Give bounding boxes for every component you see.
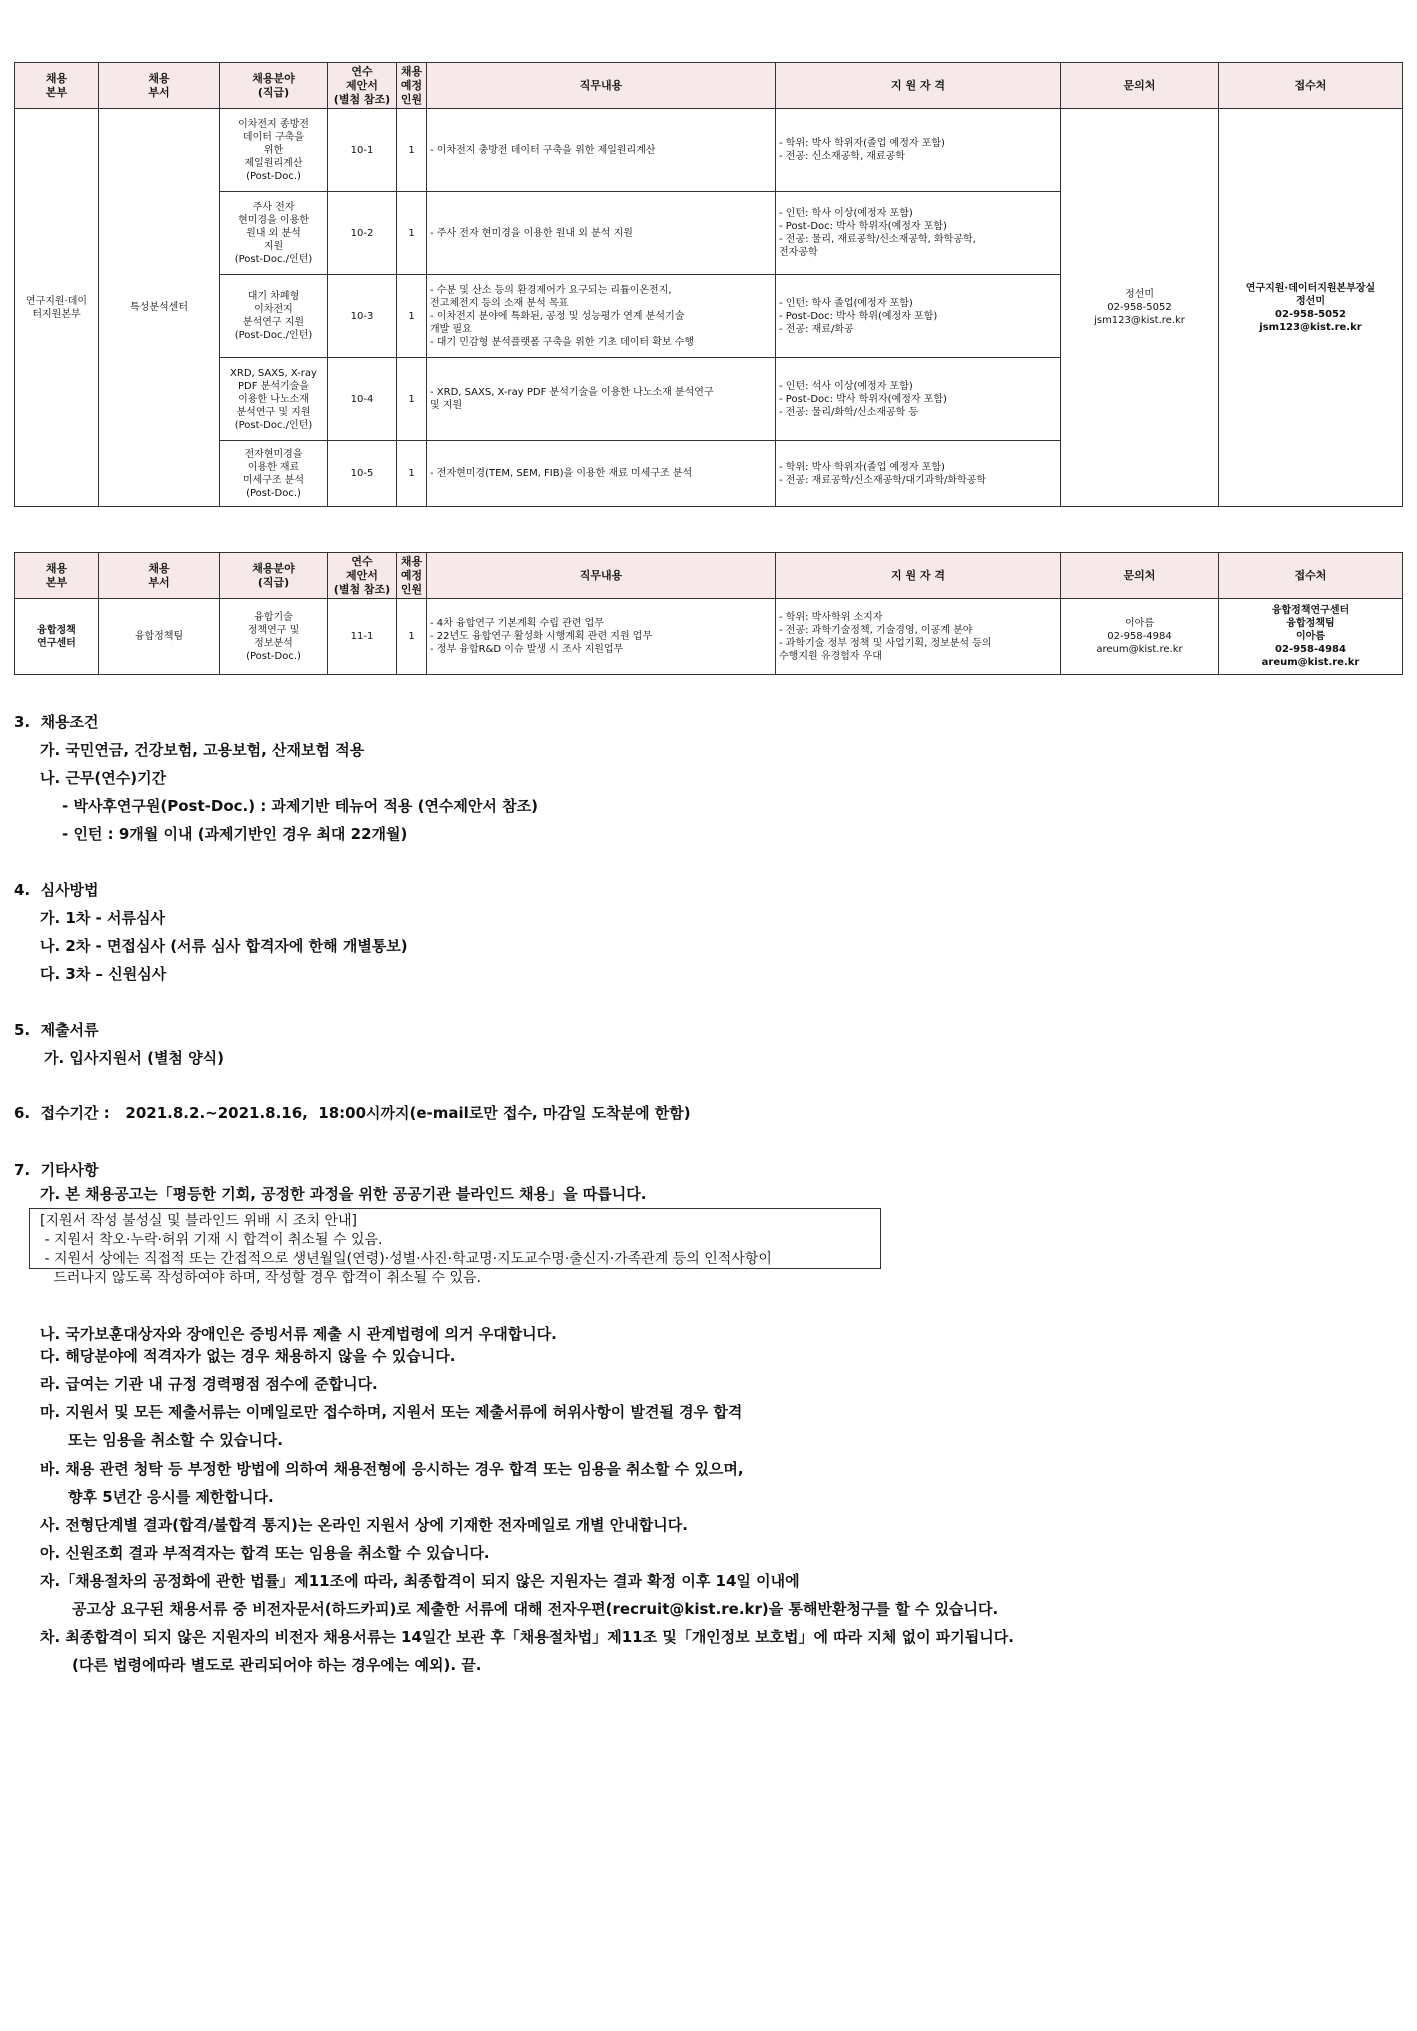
- section-7-item-b: 나. 국가보훈대상자와 장애인은 증빙서류 제출 시 관계법령에 의거 우대합니다.: [40, 1325, 557, 1343]
- section-7-item-e: 마. 지원서 및 모든 제출서류는 이메일로만 접수하며, 지원서 또는 제출서류에 허위사항이 발견될 경우 합격: [40, 1403, 743, 1421]
- count-cell: 1: [397, 192, 427, 275]
- code-cell: 10-4: [328, 358, 397, 441]
- header-receipt: 접수처: [1219, 63, 1403, 109]
- count-cell: 1: [397, 109, 427, 192]
- section-7-item-c: 다. 해당분야에 적격자가 없는 경우 채용하지 않을 수 있습니다.: [40, 1347, 456, 1365]
- recruitment-table-1: [14, 62, 1403, 507]
- notice-line: - 지원서 착오·누락·허위 기재 시 합격이 취소될 수 있음.: [40, 1232, 383, 1248]
- header-duty: 직무내용: [427, 553, 776, 599]
- header-receipt: 접수처: [1219, 553, 1403, 599]
- duty-cell: - XRD, SAXS, X-ray PDF 분석기술을 이용한 나노소재 분석연구 및 지원: [427, 358, 776, 441]
- section-3-item-b: 나. 근무(연수)기간: [40, 769, 167, 787]
- code-cell: 11-1: [328, 599, 397, 675]
- field-cell: 융합기술 정책연구 및 정보분석 (Post-Doc.): [220, 599, 328, 675]
- field-cell: XRD, SAXS, X-ray PDF 분석기술을 이용한 나노소재 분석연구 및 지원 (Post-Doc./인턴): [220, 358, 328, 441]
- section-7-item-a: 가. 본 채용공고는「평등한 기회, 공정한 과정을 위한 공공기관 블라인드 채용」을 따릅니다.: [40, 1185, 647, 1203]
- section-4-item-c: 다. 3차 – 신원심사: [40, 965, 167, 983]
- receipt-cell: 연구지원·데이터지원본부장실 정선미 02-958-5052 jsm123@kist.re.kr: [1219, 109, 1403, 507]
- qualification-cell: - 인턴: 학사 이상(예정자 포함) - Post-Doc: 박사 학위자(예정자 포함) - 전공: 물리, 재료공학/신소재공학, 화학공학, 전자공학: [776, 192, 1061, 275]
- qualification-cell: - 학위: 박사학위 소지자 - 전공: 과학기술정책, 기술경영, 이공계 분야 - 과학기술 정부 정책 및 사업기획, 정보분석 등의 수행지원 유경험자 우대: [776, 599, 1061, 675]
- section-7-item-d: 라. 급여는 기관 내 규정 경력평점 점수에 준합니다.: [40, 1375, 378, 1393]
- notice-line: 드러나지 않도록 작성하여야 하며, 작성할 경우 합격이 취소될 수 있음.: [40, 1270, 481, 1286]
- count-cell: 1: [397, 599, 427, 675]
- duty-cell: - 4차 융합연구 기본계획 수립 관련 업무 - 22년도 융합연구 활성화 시행계획 관련 지원 업무 - 정부 융합R&D 이슈 발생 시 조사 지원업무: [427, 599, 776, 675]
- code-cell: 10-5: [328, 441, 397, 507]
- recruitment-table-2: [14, 552, 1403, 675]
- table-header-row: [15, 553, 1403, 599]
- section-4-item-b: 나. 2차 - 면접심사 (서류 심사 합격자에 한해 개별통보): [40, 937, 408, 955]
- header-hq: 채용 본부: [15, 63, 99, 109]
- field-cell: 전자현미경을 이용한 재료 미세구조 분석 (Post-Doc.): [220, 441, 328, 507]
- header-dept: 채용 부서: [99, 553, 220, 599]
- section-7-item-h: 아. 신원조회 결과 부적격자는 합격 또는 임용을 취소할 수 있습니다.: [40, 1544, 490, 1562]
- field-cell: 대기 차폐형 이차전지 분석연구 지원 (Post-Doc./인턴): [220, 275, 328, 358]
- count-cell: 1: [397, 275, 427, 358]
- header-qualification: 지 원 자 격: [776, 553, 1061, 599]
- section-7-item-g: 사. 전형단계별 결과(합격/불합격 통지)는 온라인 지원서 상에 기재한 전자메일로 개별 안내합니다.: [40, 1516, 688, 1534]
- table-row: [15, 109, 1403, 192]
- header-qualification: 지 원 자 격: [776, 63, 1061, 109]
- duty-cell: - 전자현미경(TEM, SEM, FIB)을 이용한 재료 미세구조 분석: [427, 441, 776, 507]
- header-field: 채용분야 (직급): [220, 553, 328, 599]
- code-cell: 10-1: [328, 109, 397, 192]
- section-4-title: 4. 심사방법: [14, 881, 99, 899]
- header-proposal: 연수 제안서 (별첨 참조): [328, 63, 397, 109]
- notice-title: [지원서 작성 불성실 및 블라인드 위배 시 조치 안내]: [40, 1213, 358, 1229]
- qualification-cell: - 인턴: 학사 졸업(예정자 포함) - Post-Doc: 박사 학위(예정자 포함) - 전공: 재료/화공: [776, 275, 1061, 358]
- header-count: 채용 예정 인원: [397, 63, 427, 109]
- receipt-cell: 융합정책연구센터 융합정책팀 이아름 02-958-4984 areum@kist.re.kr: [1219, 599, 1403, 675]
- blind-recruitment-notice-box: [29, 1208, 881, 1286]
- header-hq: 채용 본부: [15, 553, 99, 599]
- field-cell: 이차전지 종방전 데이터 구축을 위한 제일원리계산 (Post-Doc.): [220, 109, 328, 192]
- header-contact: 문의처: [1061, 63, 1219, 109]
- section-7-title: 7. 기타사항: [14, 1161, 99, 1179]
- hq-cell: 융합정책 연구센터: [15, 599, 99, 675]
- qualification-cell: - 학위: 박사 학위자(졸업 예정자 포함) - 전공: 신소재공학, 재료공학: [776, 109, 1061, 192]
- section-7-item-j-cont: (다른 법령에따라 별도로 관리되어야 하는 경우에는 예외). 끝.: [72, 1656, 482, 1674]
- section-3-item-a: 가. 국민연금, 건강보험, 고용보험, 산재보험 적용: [40, 741, 365, 759]
- section-3-item-b1: - 박사후연구원(Post-Doc.) : 과제기반 테뉴어 적용 (연수제안서 참조): [62, 797, 538, 815]
- section-7-item-f: 바. 채용 관련 청탁 등 부정한 방법에 의하여 채용전형에 응시하는 경우 합격 또는 임용을 취소할 수 있으며,: [40, 1460, 744, 1478]
- duty-cell: - 이차전지 충방전 데이터 구축을 위한 제일원리계산: [427, 109, 776, 192]
- hq-cell: 연구지원·데이 터지원본부: [15, 109, 99, 507]
- dept-cell: 융합정책팀: [99, 599, 220, 675]
- header-count: 채용 예정 인원: [397, 553, 427, 599]
- header-contact: 문의처: [1061, 553, 1219, 599]
- notice-line: - 지원서 상에는 직접적 또는 간접적으로 생년월일(연령)·성별·사진·학교명·지도교수명·출신지·가족관계 등의 인적사항이: [40, 1251, 772, 1267]
- section-7-item-j: 차. 최종합격이 되지 않은 지원자의 비전자 채용서류는 14일간 보관 후「채용절차법」제11조 및「개인정보 보호법」에 따라 지체 없이 파기됩니다.: [40, 1628, 1014, 1646]
- qualification-cell: - 학위: 박사 학위자(졸업 예정자 포함) - 전공: 재료공학/신소재공학/대기과학/화학공학: [776, 441, 1061, 507]
- dept-cell: 특성분석센터: [99, 109, 220, 507]
- contact-cell: 정선미 02-958-5052 jsm123@kist.re.kr: [1061, 109, 1219, 507]
- section-7-item-i: 자.「채용절차의 공정화에 관한 법률」제11조에 따라, 최종합격이 되지 않은 지원자는 결과 확정 이후 14일 이내에: [40, 1572, 800, 1590]
- section-4-item-a: 가. 1차 - 서류심사: [40, 909, 165, 927]
- section-3-item-b2: - 인턴 : 9개월 이내 (과제기반인 경우 최대 22개월): [62, 825, 408, 843]
- duty-cell: - 주사 전자 현미경을 이용한 원내 외 분석 지원: [427, 192, 776, 275]
- section-3-title: 3. 채용조건: [14, 713, 99, 731]
- qualification-cell: - 인턴: 석사 이상(예정자 포함) - Post-Doc: 박사 학위자(예정자 포함) - 전공: 물리/화학/신소재공학 등: [776, 358, 1061, 441]
- header-duty: 직무내용: [427, 63, 776, 109]
- duty-cell: - 수분 및 산소 등의 환경제어가 요구되는 리튬이온전지, 전고체전지 등의 소재 분석 목표 - 이차전지 분야에 특화된, 공정 및 성능평가 연계 분석기술 개발 필요 - 대기 민감형 분석플랫폼 구축을 위한 기초 데이터 확보 수행: [427, 275, 776, 358]
- count-cell: 1: [397, 441, 427, 507]
- table-header-row: [15, 63, 1403, 109]
- section-7-item-f-cont: 향후 5년간 응시를 제한합니다.: [68, 1488, 274, 1506]
- section-6-title: 6. 접수기간 : 2021.8.2.~2021.8.16, 18:00시까지(e-mail로만 접수, 마감일 도착분에 한함): [14, 1104, 691, 1122]
- field-cell: 주사 전자 현미경을 이용한 원내 외 분석 지원 (Post-Doc./인턴): [220, 192, 328, 275]
- header-field: 채용분야 (직급): [220, 63, 328, 109]
- section-5-title: 5. 제출서류: [14, 1021, 99, 1039]
- table-row: [15, 599, 1403, 675]
- section-5-item-a: 가. 입사지원서 (별첨 양식): [44, 1049, 224, 1067]
- header-proposal: 연수 제안서 (별첨 참조): [328, 553, 397, 599]
- count-cell: 1: [397, 358, 427, 441]
- section-7-item-e-cont: 또는 임용을 취소할 수 있습니다.: [68, 1431, 283, 1449]
- contact-cell: 이아름 02-958-4984 areum@kist.re.kr: [1061, 599, 1219, 675]
- header-dept: 채용 부서: [99, 63, 220, 109]
- code-cell: 10-2: [328, 192, 397, 275]
- section-7-item-i-cont: 공고상 요구된 채용서류 중 비전자문서(하드카피)로 제출한 서류에 대해 전자우편(recruit@kist.re.kr)을 통해반환청구를 할 수 있습니다.: [72, 1600, 999, 1618]
- code-cell: 10-3: [328, 275, 397, 358]
